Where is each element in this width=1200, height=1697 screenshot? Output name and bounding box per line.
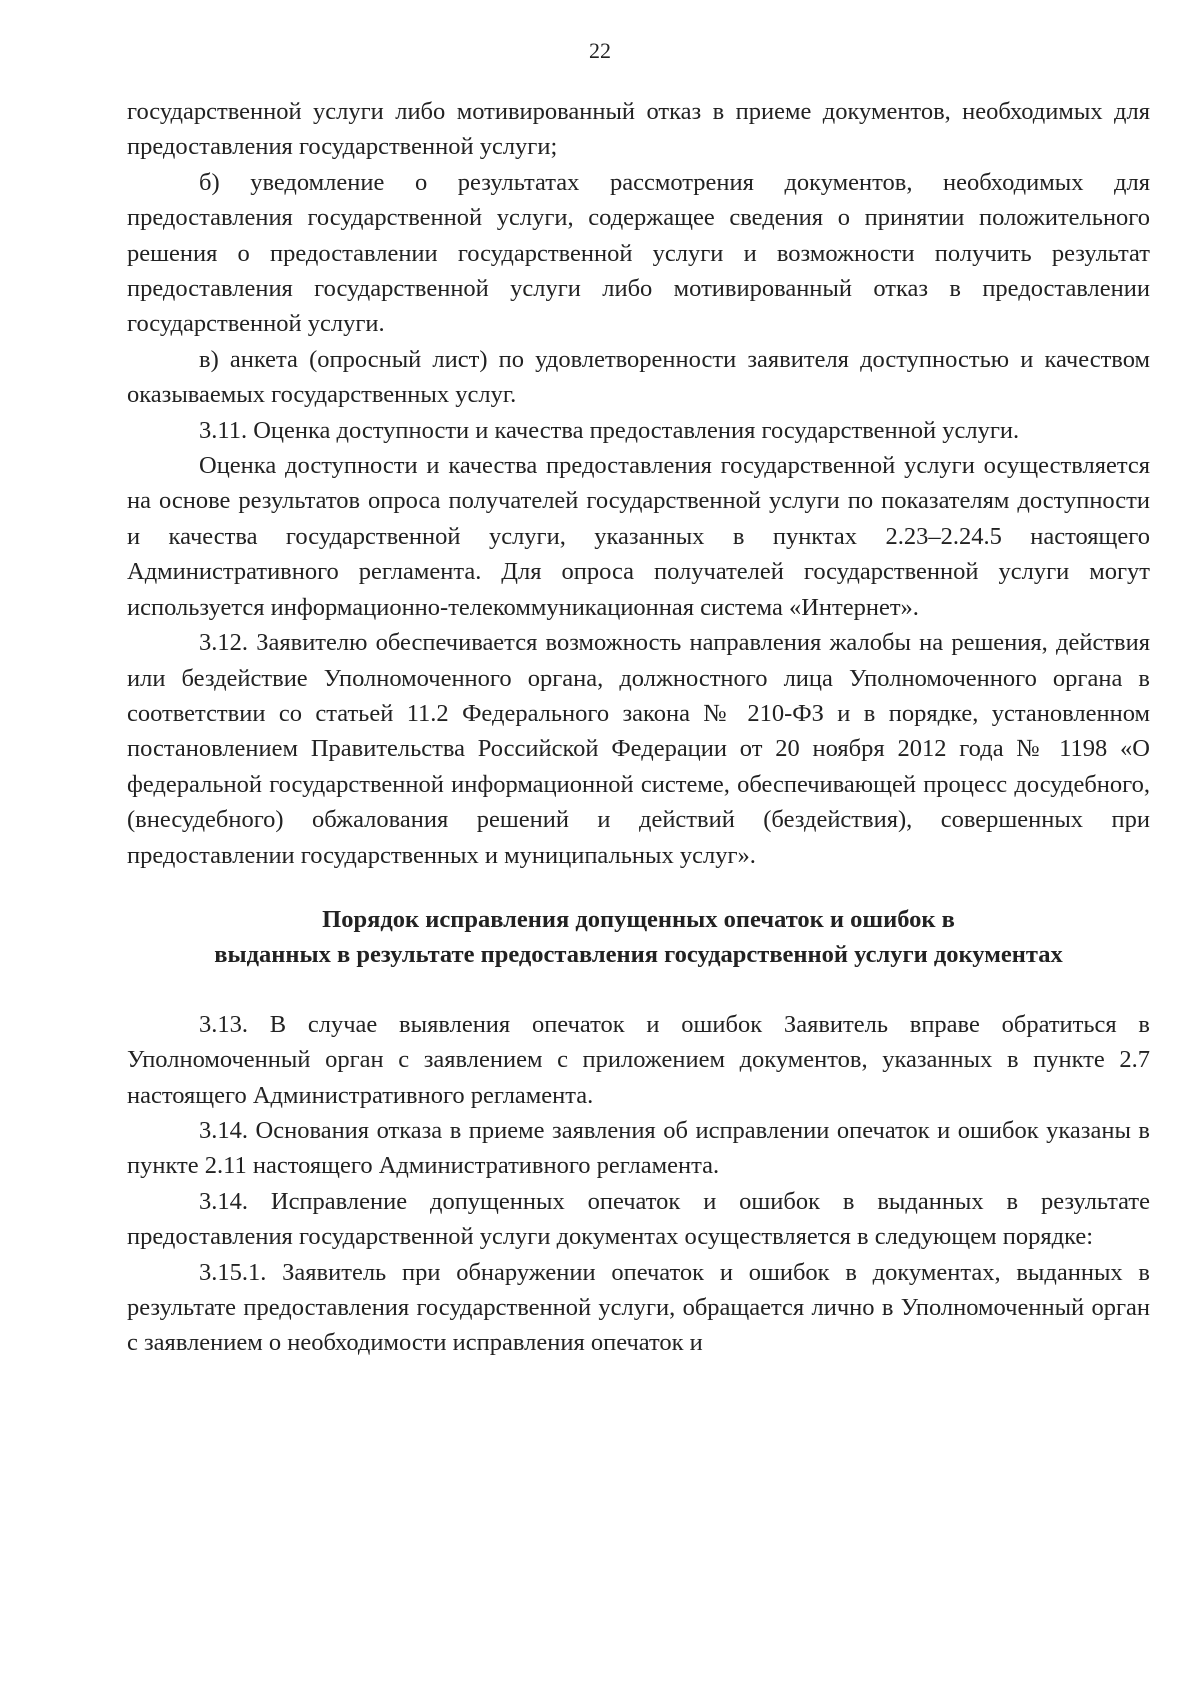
section-heading-line-1: Порядок исправления допущенных опечаток и ошибок в	[322, 905, 955, 933]
paragraph: 3.14. Исправление допущенных опечаток и ошибок в выданных в результате предоставления государственной услуги документах осуществляется в следующем порядке:	[127, 1187, 1150, 1251]
paragraph: государственной услуги либо мотивированный отказ в приеме документов, необходимых для предоставления государственной услуги;	[127, 98, 1150, 161]
paragraph: 3.15.1. Заявитель при обнаружении опечаток и ошибок в документах, выданных в результате предоставления государственной услуги, обращается лично в Уполномоченный орган с заявлением о необходимости исправления опечаток и	[127, 1258, 1150, 1357]
paragraph: 3.14. Основания отказа в приеме заявления об исправлении опечаток и ошибок указаны в пункте 2.11 настоящего Административного регламента.	[127, 1116, 1150, 1180]
section-heading	[127, 902, 1150, 973]
paragraph: 3.13. В случае выявления опечаток и ошибок Заявитель вправе обратиться в Уполномоченный орган с заявлением с приложением документов, указанных в пункте 2.7 настоящего Административного регламента.	[127, 1010, 1150, 1109]
paragraph: 3.12. Заявителю обеспечивается возможность направления жалобы на решения, действия или бездействие Уполномоченного органа, должностного лица Уполномоченного органа в соответствии со статьей 11.2 Федерального закона № 210-ФЗ и в порядке, установленном постановлением Правительства Российской Федерации от 20 ноября 2012 года № 1198 «О федеральной государственной информационной системе, обеспечивающей процесс досудебного, (внесудебного) обжалования решений и действий (бездействия), совершенных при предоставлении государственных и муниципальных услуг».	[127, 629, 1150, 869]
document-body	[127, 94, 1150, 1361]
section-heading-line-2: выданных в результате предоставления государственной услуги документах	[214, 941, 1063, 969]
paragraph: в) анкета (опросный лист) по удовлетворенности заявителя доступностью и качеством оказываемых государственных услуг.	[127, 345, 1150, 409]
page-number: 22	[589, 38, 611, 63]
paragraph: 3.11. Оценка доступности и качества предоставления государственной услуги.	[199, 416, 1020, 444]
paragraph: б) уведомление о результатах рассмотрения документов, необходимых для предоставления государственной услуги, содержащее сведения о принятии положительного решения о предоставлении государственной услуги и возможности получить результат предоставления государственной услуги либо мотивированный отказ в предоставлении государственной услуги.	[127, 168, 1150, 338]
paragraph: Оценка доступности и качества предоставления государственной услуги осуществляется на основе результатов опроса получателей государственной услуги по показателям доступности и качества государственной услуги, указанных в пунктах 2.23–2.24.5 настоящего Административного регламента. Для опроса получателей государственной услуги могут используется информационно-телекоммуникационная система «Интернет».	[127, 452, 1150, 621]
